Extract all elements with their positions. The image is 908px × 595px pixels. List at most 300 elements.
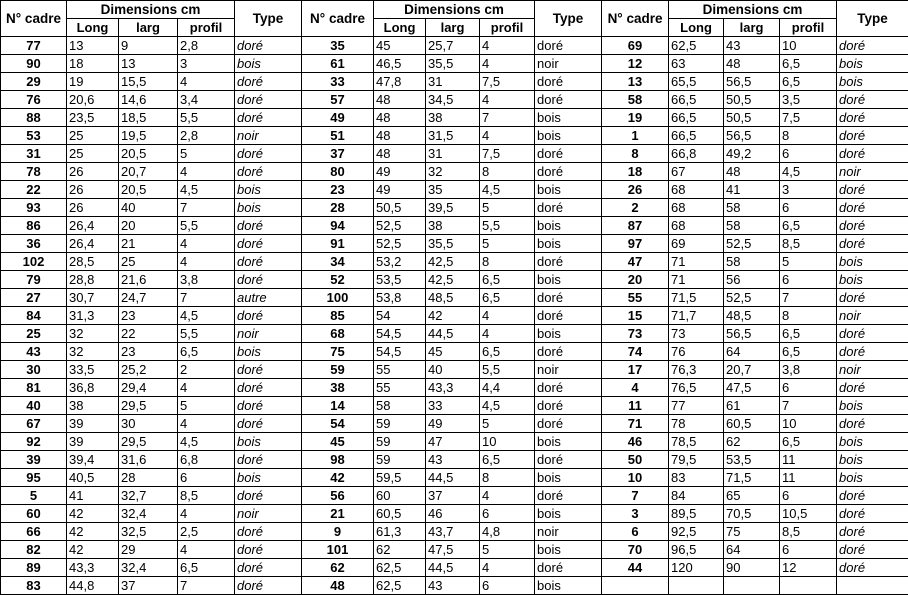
header-profil: profil: [178, 19, 235, 37]
cell-type: bois: [535, 469, 602, 487]
cell-larg: 24,7: [119, 289, 178, 307]
cell-larg: 30: [119, 415, 178, 433]
cell-cadre-number: 95: [1, 469, 67, 487]
cell-profil: 7: [480, 109, 535, 127]
cell-larg: 32,5: [119, 523, 178, 541]
cell-profil: 6,5: [480, 289, 535, 307]
cell-cadre-number: 51: [302, 127, 374, 145]
cell-profil: 6,5: [780, 217, 837, 235]
cell-type: bois: [535, 109, 602, 127]
cell-larg: 23: [119, 307, 178, 325]
cell-profil: 6: [780, 145, 837, 163]
cell-cadre-number: 9: [302, 523, 374, 541]
cell-profil: 5: [480, 541, 535, 559]
cell-cadre-number: 85: [302, 307, 374, 325]
cell-long: 23,5: [67, 109, 119, 127]
cell-type: bois: [235, 199, 302, 217]
table-row: [1, 415, 908, 433]
cell-profil: 4: [480, 127, 535, 145]
cell-profil: 4: [178, 163, 235, 181]
header-cadre: N° cadre: [1, 1, 67, 37]
cell-long: 43,3: [67, 559, 119, 577]
cell-long: 55: [374, 361, 426, 379]
cell-type: doré: [235, 361, 302, 379]
cell-larg: 46: [426, 505, 480, 523]
table-row: [1, 235, 908, 253]
cell-type: bois: [837, 451, 908, 469]
cell-profil: 4: [178, 235, 235, 253]
cell-long: 89,5: [669, 505, 724, 523]
cell-cadre-number: 67: [1, 415, 67, 433]
cell-type: doré: [235, 217, 302, 235]
cell-long: 48: [374, 145, 426, 163]
cell-cadre-number: 68: [302, 325, 374, 343]
cell-long: 39,4: [67, 451, 119, 469]
cell-profil: 2,8: [178, 127, 235, 145]
cell-larg: 49,2: [724, 145, 780, 163]
cell-profil: 7,5: [480, 73, 535, 91]
cell-profil: 5: [178, 397, 235, 415]
cell-type: bois: [235, 55, 302, 73]
table-row: [1, 253, 908, 271]
cell-type: doré: [235, 379, 302, 397]
cell-long: 63: [669, 55, 724, 73]
cell-long: 54,5: [374, 325, 426, 343]
cell-profil: 4,5: [178, 433, 235, 451]
cell-profil: 3,8: [178, 271, 235, 289]
cell-profil: 4: [480, 325, 535, 343]
cell-long: 76,5: [669, 379, 724, 397]
cell-larg: 52,5: [724, 235, 780, 253]
cell-cadre-number: 78: [1, 163, 67, 181]
cell-cadre-number: 88: [1, 109, 67, 127]
header-type: Type: [535, 1, 602, 37]
cell-larg: 52,5: [724, 289, 780, 307]
cell-type: bois: [837, 397, 908, 415]
cell-larg: 90: [724, 559, 780, 577]
cell-profil: 4,5: [480, 397, 535, 415]
cell-larg: 15,5: [119, 73, 178, 91]
cell-profil: 6,5: [780, 343, 837, 361]
cell-cadre-number: 54: [302, 415, 374, 433]
cell-long: 53,2: [374, 253, 426, 271]
cell-larg: 53,5: [724, 451, 780, 469]
cell-profil: 7,5: [480, 145, 535, 163]
cell-larg: 49: [426, 415, 480, 433]
cell-long: 60: [374, 487, 426, 505]
cell-cadre-number: 28: [302, 199, 374, 217]
cell-profil: 12: [780, 559, 837, 577]
cell-type: doré: [837, 127, 908, 145]
cell-type: bois: [837, 271, 908, 289]
cell-long: 71,7: [669, 307, 724, 325]
table-row: [1, 397, 908, 415]
cell-profil: 4: [480, 91, 535, 109]
cell-larg: 39,5: [426, 199, 480, 217]
cell-long: 66,5: [669, 127, 724, 145]
cell-profil: 4: [178, 379, 235, 397]
table-row: [1, 577, 908, 595]
table-row: [1, 37, 908, 55]
cell-type: bois: [235, 433, 302, 451]
table-row: [1, 217, 908, 235]
cell-larg: 42: [426, 307, 480, 325]
cell-type: doré: [235, 271, 302, 289]
cell-long: 39: [67, 415, 119, 433]
cell-larg: 42,5: [426, 253, 480, 271]
cell-type: doré: [235, 577, 302, 595]
header-cadre: N° cadre: [602, 1, 669, 37]
cell-profil: 7: [780, 397, 837, 415]
cell-larg: 44,5: [426, 559, 480, 577]
cell-larg: 44,5: [426, 469, 480, 487]
cell-larg: 58: [724, 217, 780, 235]
cell-larg: 25,7: [426, 37, 480, 55]
cell-long: 38: [67, 397, 119, 415]
cell-type: doré: [535, 91, 602, 109]
cell-larg: 47,5: [724, 379, 780, 397]
cell-long: 68: [669, 181, 724, 199]
cell-long: 25: [67, 127, 119, 145]
cell-long: 48: [374, 109, 426, 127]
cell-cadre-number: 52: [302, 271, 374, 289]
cell-larg: 31,6: [119, 451, 178, 469]
cell-larg: 44,5: [426, 325, 480, 343]
table-row: [1, 541, 908, 559]
cell-cadre-number: 73: [602, 325, 669, 343]
cell-cadre-number: 91: [302, 235, 374, 253]
cell-larg: 42,5: [426, 271, 480, 289]
cell-larg: 47,5: [426, 541, 480, 559]
cell-long: 62,5: [374, 559, 426, 577]
cell-cadre-number: 36: [1, 235, 67, 253]
table-row: [1, 145, 908, 163]
cell-long: 53,5: [374, 271, 426, 289]
cell-type: doré: [235, 415, 302, 433]
cell-profil: 10: [480, 433, 535, 451]
cell-cadre-number: 66: [1, 523, 67, 541]
cell-long: [669, 577, 724, 595]
cell-long: 42: [67, 523, 119, 541]
cell-larg: 56,5: [724, 325, 780, 343]
cell-cadre-number: 3: [602, 505, 669, 523]
cell-cadre-number: 58: [602, 91, 669, 109]
cell-larg: 58: [724, 199, 780, 217]
cell-cadre-number: 21: [302, 505, 374, 523]
cell-profil: 6: [780, 541, 837, 559]
cell-type: noir: [837, 307, 908, 325]
cell-larg: 48,5: [724, 307, 780, 325]
cell-larg: 19,5: [119, 127, 178, 145]
cell-larg: 45: [426, 343, 480, 361]
cell-cadre-number: 79: [1, 271, 67, 289]
cell-type: doré: [235, 559, 302, 577]
cell-type: bois: [535, 433, 602, 451]
cell-long: 26: [67, 163, 119, 181]
cell-cadre-number: 50: [602, 451, 669, 469]
header-profil: profil: [480, 19, 535, 37]
cell-cadre-number: 87: [602, 217, 669, 235]
cell-long: 67: [669, 163, 724, 181]
cell-type: doré: [535, 253, 602, 271]
cell-larg: 32,4: [119, 505, 178, 523]
table-row: [1, 451, 908, 469]
cell-profil: 8: [480, 469, 535, 487]
cell-profil: [780, 577, 837, 595]
cell-larg: 21: [119, 235, 178, 253]
cell-long: 55: [374, 379, 426, 397]
cell-profil: 3,8: [780, 361, 837, 379]
cell-long: 30,7: [67, 289, 119, 307]
cell-long: 83: [669, 469, 724, 487]
cell-long: 40,5: [67, 469, 119, 487]
cell-larg: 22: [119, 325, 178, 343]
cell-cadre-number: 17: [602, 361, 669, 379]
cell-long: 45: [374, 37, 426, 55]
cell-profil: 4,5: [178, 181, 235, 199]
header-dimensions: Dimensions cm: [669, 1, 837, 19]
cell-profil: 5,5: [178, 109, 235, 127]
cell-larg: 58: [724, 253, 780, 271]
cell-long: 26: [67, 199, 119, 217]
table-row: [1, 199, 908, 217]
table-row: [1, 109, 908, 127]
cell-long: 49: [374, 181, 426, 199]
cell-long: 66,5: [669, 91, 724, 109]
cell-cadre-number: 23: [302, 181, 374, 199]
cell-cadre-number: 4: [602, 379, 669, 397]
cell-profil: 6: [780, 379, 837, 397]
cell-larg: 38: [426, 217, 480, 235]
cell-profil: 11: [780, 469, 837, 487]
cell-type: noir: [235, 505, 302, 523]
cell-long: 48: [374, 91, 426, 109]
cell-type: autre: [235, 289, 302, 307]
cell-profil: 11: [780, 451, 837, 469]
cell-cadre-number: 13: [602, 73, 669, 91]
cell-larg: 71,5: [724, 469, 780, 487]
header-profil: profil: [780, 19, 837, 37]
cell-profil: 6,5: [480, 271, 535, 289]
cell-type: bois: [535, 235, 602, 253]
cell-larg: [724, 577, 780, 595]
header-row-1: [1, 1, 908, 19]
cell-long: 44,8: [67, 577, 119, 595]
cell-long: 61,3: [374, 523, 426, 541]
cell-type: bois: [535, 325, 602, 343]
cell-profil: 5: [480, 415, 535, 433]
cell-cadre-number: 82: [1, 541, 67, 559]
cell-type: doré: [235, 451, 302, 469]
cell-cadre-number: 74: [602, 343, 669, 361]
cell-cadre-number: 56: [302, 487, 374, 505]
cell-cadre-number: 59: [302, 361, 374, 379]
table-row: [1, 343, 908, 361]
cell-profil: 4,5: [780, 163, 837, 181]
cell-long: 68: [669, 199, 724, 217]
cell-cadre-number: 29: [1, 73, 67, 91]
cell-larg: 43: [426, 577, 480, 595]
cell-type: doré: [535, 379, 602, 397]
cell-type: doré: [837, 181, 908, 199]
cell-larg: 31,5: [426, 127, 480, 145]
header-long: Long: [374, 19, 426, 37]
cell-long: 60,5: [374, 505, 426, 523]
cell-larg: 13: [119, 55, 178, 73]
cell-cadre-number: 102: [1, 253, 67, 271]
header-larg: larg: [724, 19, 780, 37]
cell-profil: 7: [178, 577, 235, 595]
cell-profil: 4: [480, 559, 535, 577]
cell-larg: 25: [119, 253, 178, 271]
cell-profil: 5: [780, 253, 837, 271]
table-row: [1, 361, 908, 379]
cell-larg: 31: [426, 73, 480, 91]
cell-type: doré: [535, 559, 602, 577]
cell-cadre-number: 27: [1, 289, 67, 307]
cell-larg: 65: [724, 487, 780, 505]
cell-larg: 50,5: [724, 91, 780, 109]
cell-type: bois: [535, 127, 602, 145]
header-dimensions: Dimensions cm: [374, 1, 535, 19]
cell-long: 68: [669, 217, 724, 235]
cell-profil: 10: [780, 37, 837, 55]
cell-profil: 6,8: [178, 451, 235, 469]
cell-type: bois: [837, 253, 908, 271]
cell-profil: 4: [178, 415, 235, 433]
cell-type: doré: [837, 559, 908, 577]
cell-cadre-number: 100: [302, 289, 374, 307]
cell-long: 48: [374, 127, 426, 145]
cell-cadre-number: 48: [302, 577, 374, 595]
cell-cadre-number: 31: [1, 145, 67, 163]
cell-type: doré: [837, 235, 908, 253]
cell-larg: 43,7: [426, 523, 480, 541]
cell-profil: 8,5: [780, 523, 837, 541]
cell-larg: 9: [119, 37, 178, 55]
cell-type: doré: [837, 379, 908, 397]
cell-long: 71,5: [669, 289, 724, 307]
cell-profil: 2,8: [178, 37, 235, 55]
cell-long: 28,5: [67, 253, 119, 271]
cell-long: 58: [374, 397, 426, 415]
cell-profil: 3: [178, 55, 235, 73]
cell-profil: 4: [480, 487, 535, 505]
cell-long: 78,5: [669, 433, 724, 451]
cell-long: 18: [67, 55, 119, 73]
cell-long: 52,5: [374, 235, 426, 253]
cell-type: bois: [535, 271, 602, 289]
cell-larg: 20,7: [119, 163, 178, 181]
cell-profil: 4,5: [480, 181, 535, 199]
cell-long: 36,8: [67, 379, 119, 397]
cell-type: bois: [535, 505, 602, 523]
cell-larg: 41: [724, 181, 780, 199]
cell-long: 59,5: [374, 469, 426, 487]
cell-long: 52,5: [374, 217, 426, 235]
cell-type: doré: [837, 343, 908, 361]
cell-larg: 35: [426, 181, 480, 199]
cell-larg: 33: [426, 397, 480, 415]
cell-profil: 4: [178, 505, 235, 523]
cell-cadre-number: 76: [1, 91, 67, 109]
cell-cadre-number: 93: [1, 199, 67, 217]
cell-larg: 35,5: [426, 235, 480, 253]
cell-long: 50,5: [374, 199, 426, 217]
cell-larg: 60,5: [724, 415, 780, 433]
cell-cadre-number: 98: [302, 451, 374, 469]
cell-larg: 64: [724, 541, 780, 559]
cell-larg: 20,5: [119, 145, 178, 163]
cell-profil: 6,5: [480, 451, 535, 469]
cell-profil: 7: [780, 289, 837, 307]
header-larg: larg: [119, 19, 178, 37]
cell-cadre-number: 80: [302, 163, 374, 181]
cell-long: 49: [374, 163, 426, 181]
cell-cadre-number: 12: [602, 55, 669, 73]
cell-larg: 32: [426, 163, 480, 181]
table-row: [1, 559, 908, 577]
cell-long: 33,5: [67, 361, 119, 379]
cell-long: 96,5: [669, 541, 724, 559]
cell-profil: 7: [178, 199, 235, 217]
cell-long: 59: [374, 415, 426, 433]
table-row: [1, 523, 908, 541]
table-row: [1, 55, 908, 73]
cell-larg: 48: [724, 55, 780, 73]
cell-type: bois: [535, 217, 602, 235]
cell-cadre-number: 55: [602, 289, 669, 307]
cell-larg: 70,5: [724, 505, 780, 523]
cell-larg: 18,5: [119, 109, 178, 127]
cell-cadre-number: [602, 577, 669, 595]
cell-larg: 50,5: [724, 109, 780, 127]
cell-cadre-number: 40: [1, 397, 67, 415]
cell-profil: 10: [780, 415, 837, 433]
cell-profil: 3,4: [178, 91, 235, 109]
cell-type: bois: [235, 469, 302, 487]
cell-larg: 21,6: [119, 271, 178, 289]
table-row: [1, 487, 908, 505]
cell-long: 25: [67, 145, 119, 163]
cell-type: doré: [837, 415, 908, 433]
cell-long: 26,4: [67, 235, 119, 253]
cell-larg: 43: [426, 451, 480, 469]
cell-type: doré: [235, 91, 302, 109]
cell-long: 71: [669, 271, 724, 289]
cell-profil: 4,4: [480, 379, 535, 397]
cell-cadre-number: 92: [1, 433, 67, 451]
cell-profil: 5: [480, 235, 535, 253]
cell-long: 53,8: [374, 289, 426, 307]
cell-type: doré: [837, 325, 908, 343]
cell-type: doré: [235, 145, 302, 163]
cell-cadre-number: 71: [602, 415, 669, 433]
cell-long: 77: [669, 397, 724, 415]
cell-cadre-number: 20: [602, 271, 669, 289]
cell-larg: 31: [426, 145, 480, 163]
cell-long: 69: [669, 235, 724, 253]
cell-long: 13: [67, 37, 119, 55]
cell-cadre-number: 22: [1, 181, 67, 199]
cell-long: 79,5: [669, 451, 724, 469]
cell-cadre-number: 7: [602, 487, 669, 505]
cell-cadre-number: 1: [602, 127, 669, 145]
cell-long: 32: [67, 343, 119, 361]
cell-larg: 48: [724, 163, 780, 181]
cell-type: doré: [535, 397, 602, 415]
cell-type: doré: [837, 289, 908, 307]
